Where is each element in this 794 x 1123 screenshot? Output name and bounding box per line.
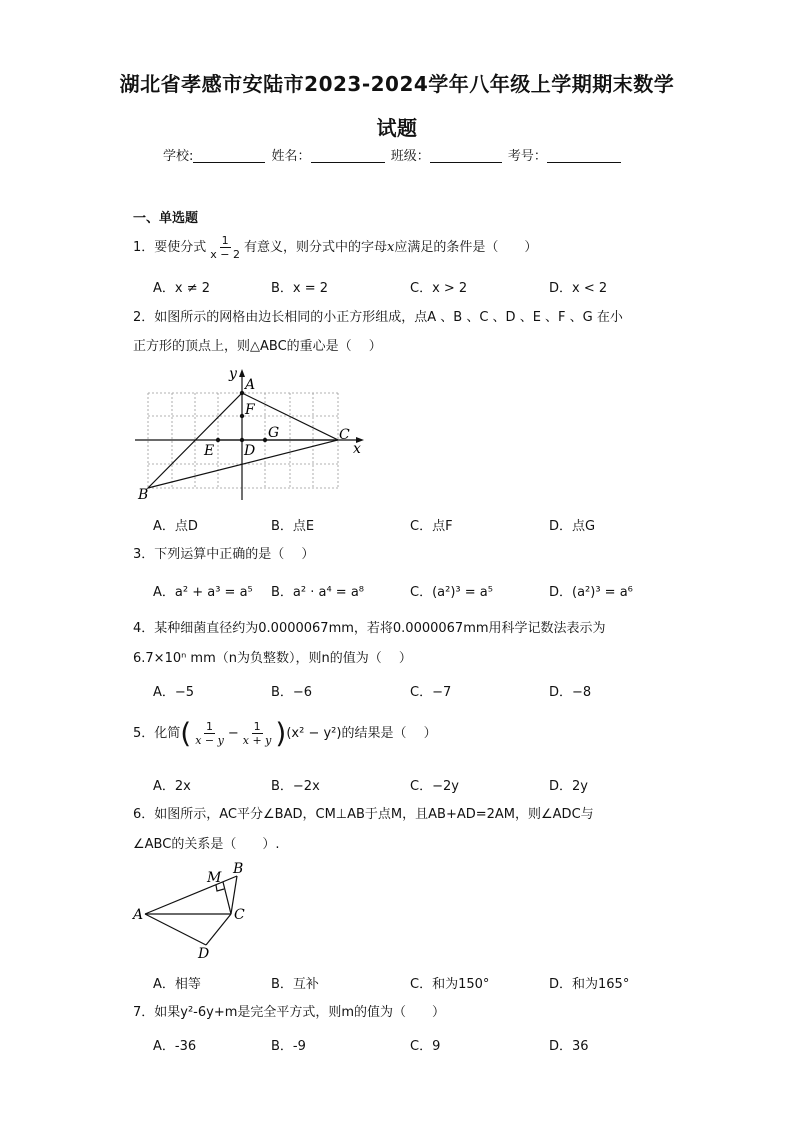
q1-option-c[interactable]: C．x > 2: [410, 281, 468, 296]
label-a: A: [245, 377, 256, 393]
q2-option-b[interactable]: B．点E: [271, 519, 315, 534]
q5-option-b[interactable]: B．−2x: [271, 779, 320, 794]
question-6-line-2: ∠ABC的关系是（ ）.: [133, 837, 280, 852]
name-blank[interactable]: [311, 149, 385, 163]
q7-option-c[interactable]: C．9: [410, 1039, 441, 1054]
q5-paren-open: (: [180, 716, 192, 750]
question-4-line-2: 6.7×10ⁿ mm（n为负整数），则n的值为（ ）: [133, 651, 412, 666]
q1-text-c: 应满足的条件是（ ）: [394, 240, 538, 255]
q5-text-a: 5．化简: [133, 726, 181, 741]
q5-option-d[interactable]: D．2y: [549, 779, 588, 794]
point-a: [240, 391, 244, 395]
q5-fraction-1: [193, 720, 226, 747]
q1-option-b[interactable]: B．x = 2: [271, 281, 329, 296]
question-3: 3．下列运算中正确的是（ ）: [133, 547, 315, 562]
q2-option-c[interactable]: C．点F: [410, 519, 453, 534]
school-blank[interactable]: [193, 149, 265, 163]
q4-option-b[interactable]: B．−6: [271, 685, 313, 700]
q6-label-d: D: [198, 946, 210, 960]
q5-f1-num: 1: [206, 720, 214, 733]
question-5: [133, 716, 437, 750]
q5-f2-num: 1: [253, 720, 261, 733]
question-4-line-1: 4．某种细菌直径约为0.0000067mm，若将0.0000067mm用科学记数法表示为: [133, 621, 606, 636]
question-2-line-1: 2．如图所示的网格由边长相同的小正方形组成，点A 、B 、C 、D 、E 、F 、G 在小: [133, 310, 623, 325]
q5-text-b: (x² − y²)的结果是（ ）: [286, 726, 437, 741]
student-info: [163, 145, 623, 164]
q6-label-a: A: [133, 907, 144, 923]
q1-frac-den: x − 2: [210, 248, 240, 261]
question-7: 7．如果y²-6y+m是完全平方式，则m的值为（ ）: [133, 1005, 446, 1020]
q5-option-c[interactable]: C．−2y: [410, 779, 459, 794]
exam-no-label: 考号：: [507, 149, 547, 164]
q7-option-a[interactable]: A．-36: [153, 1039, 197, 1054]
q5-option-a[interactable]: A．2x: [153, 779, 191, 794]
q6-option-b[interactable]: B．互补: [271, 977, 319, 992]
q1-frac-num: 1: [221, 234, 229, 247]
exam-no-blank[interactable]: [547, 149, 621, 163]
q6-label-c: C: [234, 907, 245, 923]
point-f: [240, 414, 244, 418]
q1-option-d[interactable]: D．x < 2: [549, 281, 608, 296]
q5-minus: −: [227, 726, 239, 741]
q6-triangle-figure: [130, 858, 250, 960]
class-blank[interactable]: [430, 149, 502, 163]
label-x: x: [353, 441, 361, 457]
point-e: [216, 438, 220, 442]
q5-fraction-2: [241, 720, 274, 747]
label-c: C: [339, 427, 350, 443]
point-d: [240, 438, 244, 442]
q6-label-b: B: [233, 861, 244, 877]
q4-option-c[interactable]: C．−7: [410, 685, 452, 700]
q6-lines: [145, 876, 237, 945]
q6-option-a[interactable]: A．相等: [153, 977, 201, 992]
question-6-line-1: 6．如图所示，AC平分∠BAD，CM⊥AB于点M，且AB+AD=2AM，则∠ADC与: [133, 807, 594, 822]
q4-option-a[interactable]: A．−5: [153, 685, 195, 700]
q7-option-b[interactable]: B．-9: [271, 1039, 306, 1054]
q5-paren-close: ): [275, 716, 287, 750]
label-b: B: [138, 487, 149, 502]
name-label: 姓名：: [271, 149, 311, 164]
q1-text-b: 有意义，则分式中的字母: [244, 240, 388, 255]
q1-text-a: 1．要使分式: [133, 240, 207, 255]
question-1: [133, 234, 537, 261]
title-line-2: 试题: [376, 116, 418, 140]
label-d: D: [244, 443, 256, 459]
q3-option-d[interactable]: D．(a²)³ = a⁶: [549, 585, 633, 600]
q5-f2-den: x + y: [242, 734, 272, 747]
q4-option-d[interactable]: D．−8: [549, 685, 592, 700]
label-g: G: [268, 425, 280, 441]
label-f: F: [245, 402, 255, 418]
class-label: 班级：: [390, 149, 430, 164]
q3-option-c[interactable]: C．(a²)³ = a⁵: [410, 585, 493, 600]
q6-option-d[interactable]: D．和为165°: [549, 977, 630, 992]
q6-label-m: M: [207, 870, 222, 886]
q1-option-a[interactable]: A．x ≠ 2: [153, 281, 211, 296]
q1-var: x: [387, 240, 395, 255]
q2-option-d[interactable]: D．点G: [549, 519, 596, 534]
label-y: y: [229, 366, 237, 382]
point-g: [263, 438, 267, 442]
question-2-line-2: 正方形的顶点上，则△ABC的重心是（ ）: [133, 339, 382, 354]
q1-fraction: [208, 234, 242, 261]
q7-option-d[interactable]: D．36: [549, 1039, 589, 1054]
title-line-1: 湖北省孝感市安陆市2023-2024学年八年级上学期期末数学: [119, 72, 675, 96]
school-label: 学校:: [163, 149, 194, 164]
q6-option-c[interactable]: C．和为150°: [410, 977, 490, 992]
q3-option-b[interactable]: B．a² · a⁴ = a⁸: [271, 585, 365, 600]
q5-f1-den: x − y: [195, 734, 224, 747]
label-e: E: [204, 443, 215, 459]
q3-option-a[interactable]: A．a² + a³ = a⁵: [153, 585, 253, 600]
section-heading: 一、单选题: [133, 211, 199, 226]
q2-grid-figure: [132, 362, 372, 502]
q2-option-a[interactable]: A．点D: [153, 519, 198, 534]
